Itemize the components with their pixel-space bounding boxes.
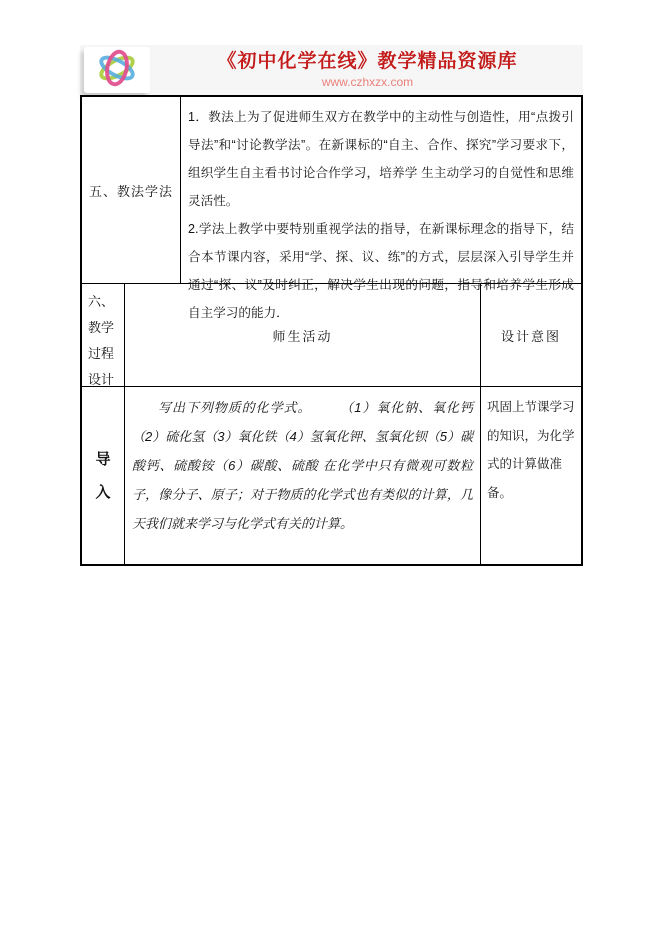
table-row-methods <box>82 97 581 320</box>
table-row-process-header <box>82 283 581 386</box>
site-title: 《初中化学在线》教学精品资源库 <box>217 50 518 72</box>
intro-label-char: 入 <box>95 483 111 501</box>
intro-row-label <box>82 387 124 564</box>
site-logo <box>84 47 150 93</box>
process-section-label <box>82 284 124 386</box>
process-label-line: 六、 <box>88 294 115 309</box>
intro-intent-cell <box>480 387 581 564</box>
atom-swirl-icon <box>91 48 143 93</box>
methods-paragraph-2: 2.学法上教学中要特别重视学法的指导，在新课标理念的指导下，结合本节课内容，采用“学、探、议、练”的方式，层层深入引导学生并通过“探、议”及时纠正，解决学生出现的问题，指导和培养学生形成自主学习的能力． <box>188 222 574 320</box>
site-header-banner <box>80 45 583 95</box>
methods-paragraph-1: 1．教法上为了促进师生双方在教学中的主动性与创造性，用“点拨引导法”和“讨论教学法”。在新课标的“自主、合作、探究”学习要求下，组织学生自主看书讨论合作学习，培养学 生主动学习的自觉性和思维灵活性。 <box>188 110 574 208</box>
lesson-plan-table <box>80 95 583 566</box>
intro-activity-cell <box>124 387 480 564</box>
site-url-link[interactable]: www.czhxzx.com <box>321 74 414 89</box>
intro-intent-text: 巩固上节课学习的知识，为化学式的计算做准备。 <box>487 400 575 500</box>
column-header-activity: 师生活动 <box>124 284 480 386</box>
process-label-line: 设计 <box>88 372 115 387</box>
header-text-block <box>158 45 577 95</box>
methods-section-content <box>180 97 581 320</box>
table-row-intro <box>82 386 581 564</box>
methods-section-label: 五、教法学法 <box>88 183 173 199</box>
intro-activity-text: 写出下列物质的化学式。 （1）氧化钠、氧化钙（2）硫化氢（3）氧化铁（4）氢氧化钾、氢氧化钡（5）碳酸钙、硫酸铵（6）碳酸、硫酸 在化学中只有微观可数粒子，像分子、原子；对于物质的化学式也有类似的计算，几天我们就来学习与化学式有关的计算。 <box>132 400 473 531</box>
process-label-line: 过程 <box>88 346 115 361</box>
column-header-intent: 设计意图 <box>480 284 581 386</box>
intro-label-char: 导 <box>95 450 111 468</box>
process-label-line: 教学 <box>88 320 115 335</box>
